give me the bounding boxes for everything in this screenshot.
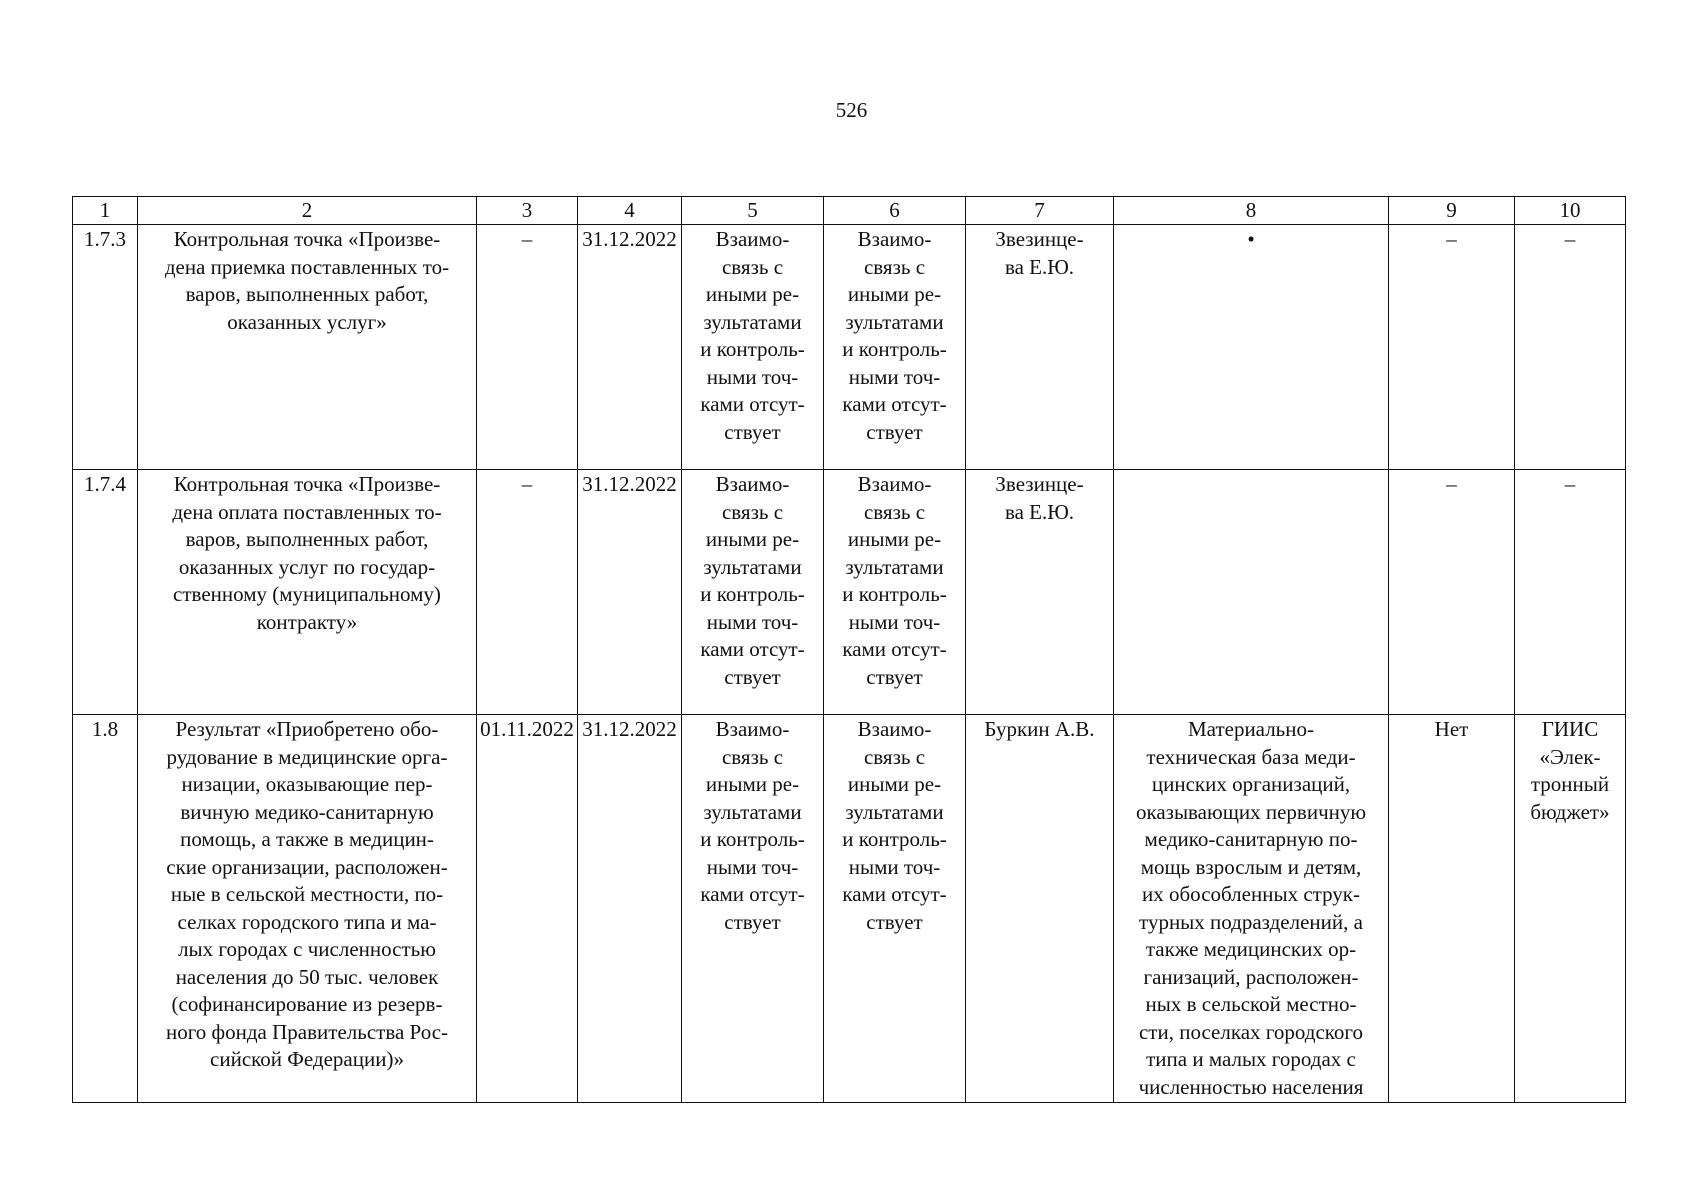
row-col8: • xyxy=(1114,225,1389,470)
row-col9: Нет xyxy=(1389,715,1515,1103)
row-end-date: 31.12.2022 xyxy=(578,470,682,715)
row-col5: Взаимо- связь с иными ре- зультатами и контроль- ными точ- ками отсут- ствует xyxy=(682,715,824,1103)
row-start-date: 01.11.2022 xyxy=(477,715,578,1103)
header-cell-3: 3 xyxy=(477,197,578,225)
header-cell-6: 6 xyxy=(824,197,966,225)
row-start-date: – xyxy=(477,225,578,470)
row-name: Контрольная точка «Произве- дена приемка поставленных то- варов, выполненных работ, оказанных услуг» xyxy=(138,225,477,470)
row-col6: Взаимо- связь с иными ре- зультатами и контроль- ными точ- ками отсут- ствует xyxy=(824,225,966,470)
row-col5: Взаимо- связь с иными ре- зультатами и контроль- ными точ- ками отсут- ствует xyxy=(682,470,824,715)
table-row xyxy=(73,470,1626,715)
row-col6: Взаимо- связь с иными ре- зультатами и контроль- ными точ- ками отсут- ствует xyxy=(824,470,966,715)
header-cell-1: 1 xyxy=(73,197,138,225)
row-col9: – xyxy=(1389,470,1515,715)
header-cell-10: 10 xyxy=(1515,197,1626,225)
row-col6: Взаимо- связь с иными ре- зультатами и контроль- ными точ- ками отсут- ствует xyxy=(824,715,966,1103)
row-col10: ГИИС «Элек- тронный бюджет» xyxy=(1515,715,1626,1103)
row-col10: – xyxy=(1515,225,1626,470)
row-start-date: – xyxy=(477,470,578,715)
header-cell-8: 8 xyxy=(1114,197,1389,225)
row-col5: Взаимо- связь с иными ре- зультатами и контроль- ными точ- ками отсут- ствует xyxy=(682,225,824,470)
row-responsible: Звезинце- ва Е.Ю. xyxy=(966,225,1114,470)
row-end-date: 31.12.2022 xyxy=(578,225,682,470)
row-number: 1.7.3 xyxy=(73,225,138,470)
page-number: 526 xyxy=(835,98,868,122)
row-responsible: Буркин А.В. xyxy=(966,715,1114,1103)
row-number: 1.8 xyxy=(73,715,138,1103)
row-col8 xyxy=(1114,470,1389,715)
header-cell-5: 5 xyxy=(682,197,824,225)
header-row xyxy=(73,197,1626,225)
header-cell-9: 9 xyxy=(1389,197,1515,225)
row-responsible: Звезинце- ва Е.Ю. xyxy=(966,470,1114,715)
row-end-date: 31.12.2022 xyxy=(578,715,682,1103)
row-number: 1.7.4 xyxy=(73,470,138,715)
table-row xyxy=(73,715,1626,1103)
row-name: Результат «Приобретено обо- рудование в медицинские орга- низации, оказывающие пер- вичную медико-санитарную помощь, а также в медицин- ские организации, расположен- ные в сельской местности, по- селках городского типа и ма- лых городах с численностью населения до 50 тыс. человек (софинансирование из резерв- ного фонда Правительства Рос- сийской Федерации)» xyxy=(138,715,477,1103)
plan-table xyxy=(72,196,1626,1103)
header-cell-7: 7 xyxy=(966,197,1114,225)
header-cell-2: 2 xyxy=(138,197,477,225)
row-col10: – xyxy=(1515,470,1626,715)
row-col8: Материально- техническая база меди- цинских организаций, оказывающих первичную медико-санитарную по- мощь взрослым и детям, их обособленных струк- турных подразделений, а также медицинских ор- ганизаций, расположен- ных в сельской местно- сти, поселках городского типа и малых городах с численностью населения xyxy=(1114,715,1389,1103)
header-cell-4: 4 xyxy=(578,197,682,225)
row-name: Контрольная точка «Произве- дена оплата поставленных то- варов, выполненных работ, оказанных услуг по государ- ственному (муниципальному) контракту» xyxy=(138,470,477,715)
row-col9: – xyxy=(1389,225,1515,470)
table-row xyxy=(73,225,1626,470)
